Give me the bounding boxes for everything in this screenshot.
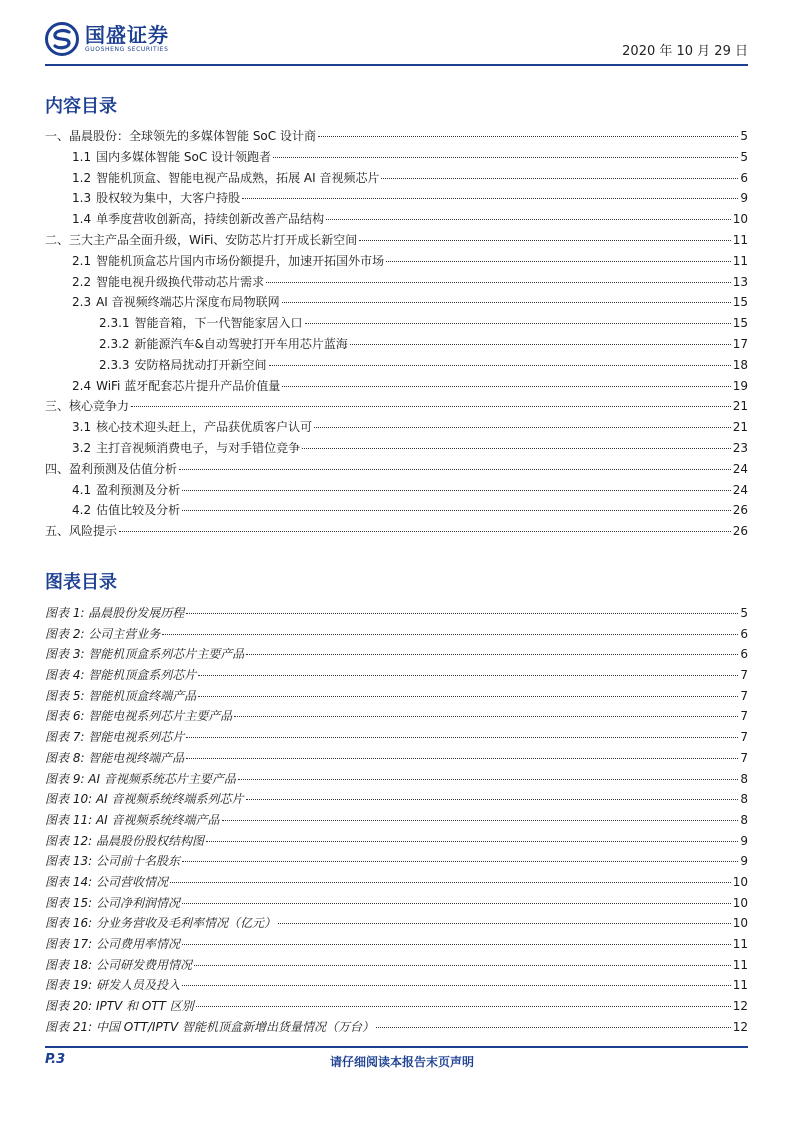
entry-title: 智能机顶盒芯片国内市场份额提升，加速开拓国外市场	[96, 253, 385, 268]
entry-page-number: 8	[740, 792, 748, 807]
figure-entry[interactable]	[45, 686, 748, 707]
entry-title: 单季度营收创新高，持续创新改善产品结构	[96, 212, 325, 227]
dot-leader	[198, 675, 738, 676]
dot-leader	[246, 799, 739, 800]
dot-leader	[182, 944, 731, 945]
entry-page-number: 17	[732, 336, 748, 351]
entry-page-number: 11	[732, 232, 748, 247]
entry-page-number: 5	[740, 606, 748, 620]
toc-entry[interactable]	[45, 459, 748, 480]
dot-leader	[170, 882, 731, 883]
dot-leader	[273, 157, 738, 158]
entry-title: 一、晶晨股份：全球领先的多媒体智能 SoC 设计商	[45, 129, 316, 143]
entry-page-number: 21	[732, 399, 748, 414]
entry-page-number: 7	[740, 688, 748, 703]
page-number: P.3	[45, 1052, 66, 1067]
entry-title: 智能机顶盒、智能电视产品成熟，拓展 AI 音视频芯片	[96, 170, 380, 185]
company-logo	[45, 22, 169, 56]
entry-page-number: 11	[732, 978, 748, 993]
entry-title: 图表 8: 智能电视终端产品	[45, 750, 185, 765]
toc-entry[interactable]	[45, 209, 748, 230]
figure-entry[interactable]	[45, 893, 748, 914]
entry-page-number: 11	[732, 957, 748, 972]
entry-page-number: 12	[732, 1019, 748, 1034]
dot-leader	[131, 406, 731, 407]
header-divider	[45, 64, 748, 66]
dot-leader	[162, 634, 738, 635]
toc-entry[interactable]	[45, 126, 748, 147]
figure-entry[interactable]	[45, 665, 748, 686]
entry-title: 二、三大主产品全面升级，WiFi、安防芯片打开成长新空间	[45, 232, 358, 247]
figure-entry[interactable]	[45, 810, 748, 831]
toc-entry[interactable]	[45, 521, 748, 542]
footer-divider	[45, 1046, 748, 1048]
figure-list-title: 图表目录	[45, 572, 117, 593]
entry-page-number: 6	[740, 170, 748, 185]
figure-entry[interactable]	[45, 1017, 748, 1038]
dot-leader	[234, 716, 738, 717]
dot-leader	[182, 903, 731, 904]
entry-title: 盈利预测及分析	[96, 482, 181, 497]
entry-title: 图表 20: IPTV 和 OTT 区别	[45, 999, 194, 1014]
entry-title: 图表 15: 公司净利润情况	[45, 895, 180, 910]
entry-title: 五、风险提示	[45, 524, 118, 539]
entry-page-number: 8	[740, 771, 748, 786]
entry-number: 2.3.3	[99, 357, 130, 372]
entry-title: 智能音箱，下一代智能家居入口	[134, 316, 303, 331]
toc-entry[interactable]	[45, 334, 748, 355]
dot-leader	[350, 344, 731, 345]
table-of-contents	[45, 126, 748, 542]
figure-entry[interactable]	[45, 706, 748, 727]
dot-leader	[182, 510, 731, 511]
toc-title: 内容目录	[45, 96, 117, 117]
entry-page-number: 5	[740, 149, 748, 164]
entry-title: AI 音视频终端芯片深度布局物联网	[96, 295, 280, 310]
entry-title: 图表 7: 智能电视系列芯片	[45, 730, 185, 745]
entry-page-number: 7	[740, 668, 748, 683]
toc-entry[interactable]	[45, 480, 748, 501]
figure-entry[interactable]	[45, 624, 748, 645]
toc-entry[interactable]	[45, 313, 748, 334]
toc-entry[interactable]	[45, 500, 748, 521]
entry-title: 四、盈利预测及估值分析	[45, 461, 178, 476]
entry-title: 图表 14: 公司营收情况	[45, 874, 168, 889]
entry-page-number: 18	[732, 357, 748, 372]
entry-number: 2.1	[72, 253, 92, 268]
figure-entry[interactable]	[45, 831, 748, 852]
entry-title: 图表 9: AI 音视频系统芯片主要产品	[45, 771, 236, 786]
dot-leader	[182, 985, 731, 986]
entry-title: 图表 1: 晶晨股份发展历程	[45, 606, 185, 620]
entry-title: 图表 21: 中国 OTT/IPTV 智能机顶盒新增出货量情况（万台）	[45, 1019, 375, 1034]
entry-title: 主打音视频消费电子，与对手错位竞争	[96, 440, 301, 455]
entry-page-number: 9	[740, 191, 748, 206]
dot-leader	[381, 178, 738, 179]
entry-title: WiFi 蓝牙配套芯片提升产品价值量	[96, 378, 281, 393]
entry-page-number: 10	[732, 212, 748, 227]
toc-entry[interactable]	[45, 355, 748, 376]
dot-leader	[242, 198, 738, 199]
dot-leader	[278, 923, 731, 924]
dot-leader	[222, 820, 739, 821]
entry-number: 4.1	[72, 482, 92, 497]
toc-entry[interactable]	[45, 251, 748, 272]
entry-page-number: 7	[740, 750, 748, 765]
entry-title: 图表 3: 智能机顶盒系列芯片主要产品	[45, 647, 245, 662]
entry-page-number: 12	[732, 999, 748, 1014]
entry-title: 股权较为集中，大客户持股	[96, 191, 241, 206]
entry-title: 核心技术迎头赶上，产品获优质客户认可	[96, 420, 313, 435]
entry-number: 3.2	[72, 440, 92, 455]
entry-title: 图表 4: 智能机顶盒系列芯片	[45, 668, 197, 683]
dot-leader	[186, 758, 738, 759]
toc-entry[interactable]	[45, 292, 748, 313]
dot-leader	[238, 779, 738, 780]
entry-title: 安防格局扰动打开新空间	[134, 357, 267, 372]
dot-leader	[246, 654, 738, 655]
dot-leader	[314, 427, 731, 428]
entry-page-number: 24	[732, 461, 748, 476]
dot-leader	[326, 219, 731, 220]
entry-page-number: 5	[740, 129, 748, 143]
entry-page-number: 9	[740, 854, 748, 869]
entry-number: 1.2	[72, 170, 92, 185]
entry-number: 1.1	[72, 149, 92, 164]
entry-page-number: 9	[740, 833, 748, 848]
entry-title: 图表 18: 公司研发费用情况	[45, 957, 192, 972]
entry-page-number: 19	[732, 378, 748, 393]
dot-leader	[206, 841, 738, 842]
entry-title: 图表 5: 智能机顶盒终端产品	[45, 688, 197, 703]
toc-entry[interactable]	[45, 188, 748, 209]
dot-leader	[198, 696, 738, 697]
entry-title: 图表 10: AI 音视频系统终端系列芯片	[45, 792, 244, 807]
figure-entry[interactable]	[45, 748, 748, 769]
entry-title: 图表 11: AI 音视频系统终端产品	[45, 812, 220, 827]
dot-leader	[376, 1027, 731, 1028]
entry-page-number: 11	[732, 253, 748, 268]
page-header	[45, 20, 748, 64]
entry-page-number: 21	[732, 420, 748, 435]
entry-page-number: 10	[732, 874, 748, 889]
figure-entry[interactable]	[45, 872, 748, 893]
dot-leader	[302, 448, 731, 449]
dot-leader	[282, 386, 731, 387]
entry-number: 1.3	[72, 191, 92, 206]
figure-entry[interactable]	[45, 644, 748, 665]
entry-title: 新能源汽车&自动驾驶打开车用芯片蓝海	[134, 336, 348, 351]
dot-leader	[194, 965, 731, 966]
entry-page-number: 7	[740, 730, 748, 745]
report-date: 2020 年 10 月 29 日	[622, 44, 748, 59]
dot-leader	[318, 136, 738, 137]
entry-number: 2.3.1	[99, 316, 130, 331]
logo-chinese-name: 国盛证券	[85, 23, 169, 47]
entry-number: 2.3.2	[99, 336, 130, 351]
entry-page-number: 6	[740, 626, 748, 641]
figure-entry[interactable]	[45, 955, 748, 976]
entry-page-number: 13	[732, 274, 748, 289]
entry-page-number: 26	[732, 503, 748, 518]
dot-leader	[179, 469, 731, 470]
entry-title: 估值比较及分析	[96, 503, 181, 518]
figure-entry[interactable]	[45, 727, 748, 748]
toc-entry[interactable]	[45, 396, 748, 417]
logo-english-name: GUOSHENG SECURITIES	[85, 46, 169, 53]
toc-entry[interactable]	[45, 168, 748, 189]
entry-number: 2.2	[72, 274, 92, 289]
entry-page-number: 24	[732, 482, 748, 497]
dot-leader	[305, 323, 731, 324]
toc-entry[interactable]	[45, 417, 748, 438]
dot-leader	[186, 737, 738, 738]
entry-page-number: 23	[732, 440, 748, 455]
dot-leader	[119, 531, 731, 532]
entry-number: 2.4	[72, 378, 92, 393]
disclaimer-note: 请仔细阅读本报告末页声明	[330, 1055, 475, 1069]
toc-entry[interactable]	[45, 438, 748, 459]
figure-entry[interactable]	[45, 769, 748, 790]
figure-entry[interactable]	[45, 975, 748, 996]
entry-title: 图表 12: 晶晨股份股权结构图	[45, 833, 204, 848]
entry-page-number: 15	[732, 316, 748, 331]
entry-page-number: 26	[732, 524, 748, 539]
entry-title: 智能电视升级换代带动芯片需求	[96, 274, 265, 289]
figure-list	[45, 603, 748, 1037]
entry-page-number: 11	[732, 937, 748, 951]
figure-entry[interactable]	[45, 934, 748, 955]
entry-number: 3.1	[72, 420, 92, 435]
logo-mark-icon	[45, 22, 79, 56]
entry-number: 4.2	[72, 503, 92, 518]
dot-leader	[186, 613, 738, 614]
figure-entry[interactable]	[45, 789, 748, 810]
entry-title: 三、核心竞争力	[45, 399, 130, 414]
toc-entry[interactable]	[45, 376, 748, 397]
dot-leader	[359, 240, 730, 241]
entry-title: 图表 13: 公司前十名股东	[45, 854, 180, 869]
entry-page-number: 15	[732, 295, 748, 310]
dot-leader	[282, 302, 731, 303]
dot-leader	[269, 365, 731, 366]
figure-entry[interactable]	[45, 913, 748, 934]
entry-page-number: 8	[740, 812, 748, 827]
dot-leader	[182, 861, 738, 862]
toc-entry[interactable]	[45, 272, 748, 293]
entry-page-number: 6	[740, 647, 748, 662]
dot-leader	[266, 282, 731, 283]
entry-page-number: 10	[732, 895, 748, 910]
entry-title: 图表 17: 公司费用率情况	[45, 937, 180, 951]
toc-entry[interactable]	[45, 230, 748, 251]
entry-page-number: 10	[732, 916, 748, 931]
entry-title: 图表 6: 智能电视系列芯片主要产品	[45, 709, 233, 724]
entry-title: 图表 16: 分业务营收及毛利率情况（亿元）	[45, 916, 276, 931]
entry-number: 2.3	[72, 295, 92, 310]
figure-entry[interactable]	[45, 851, 748, 872]
entry-title: 图表 19: 研发人员及投入	[45, 978, 180, 993]
entry-title: 国内多媒体智能 SoC 设计领跑者	[96, 149, 272, 164]
dot-leader	[386, 261, 731, 262]
dot-leader	[182, 490, 731, 491]
figure-entry[interactable]	[45, 603, 748, 624]
entry-number: 1.4	[72, 212, 92, 227]
figure-entry[interactable]	[45, 996, 748, 1017]
dot-leader	[196, 1006, 731, 1007]
toc-entry[interactable]	[45, 147, 748, 168]
entry-title: 图表 2: 公司主营业务	[45, 626, 161, 641]
entry-page-number: 7	[740, 709, 748, 724]
